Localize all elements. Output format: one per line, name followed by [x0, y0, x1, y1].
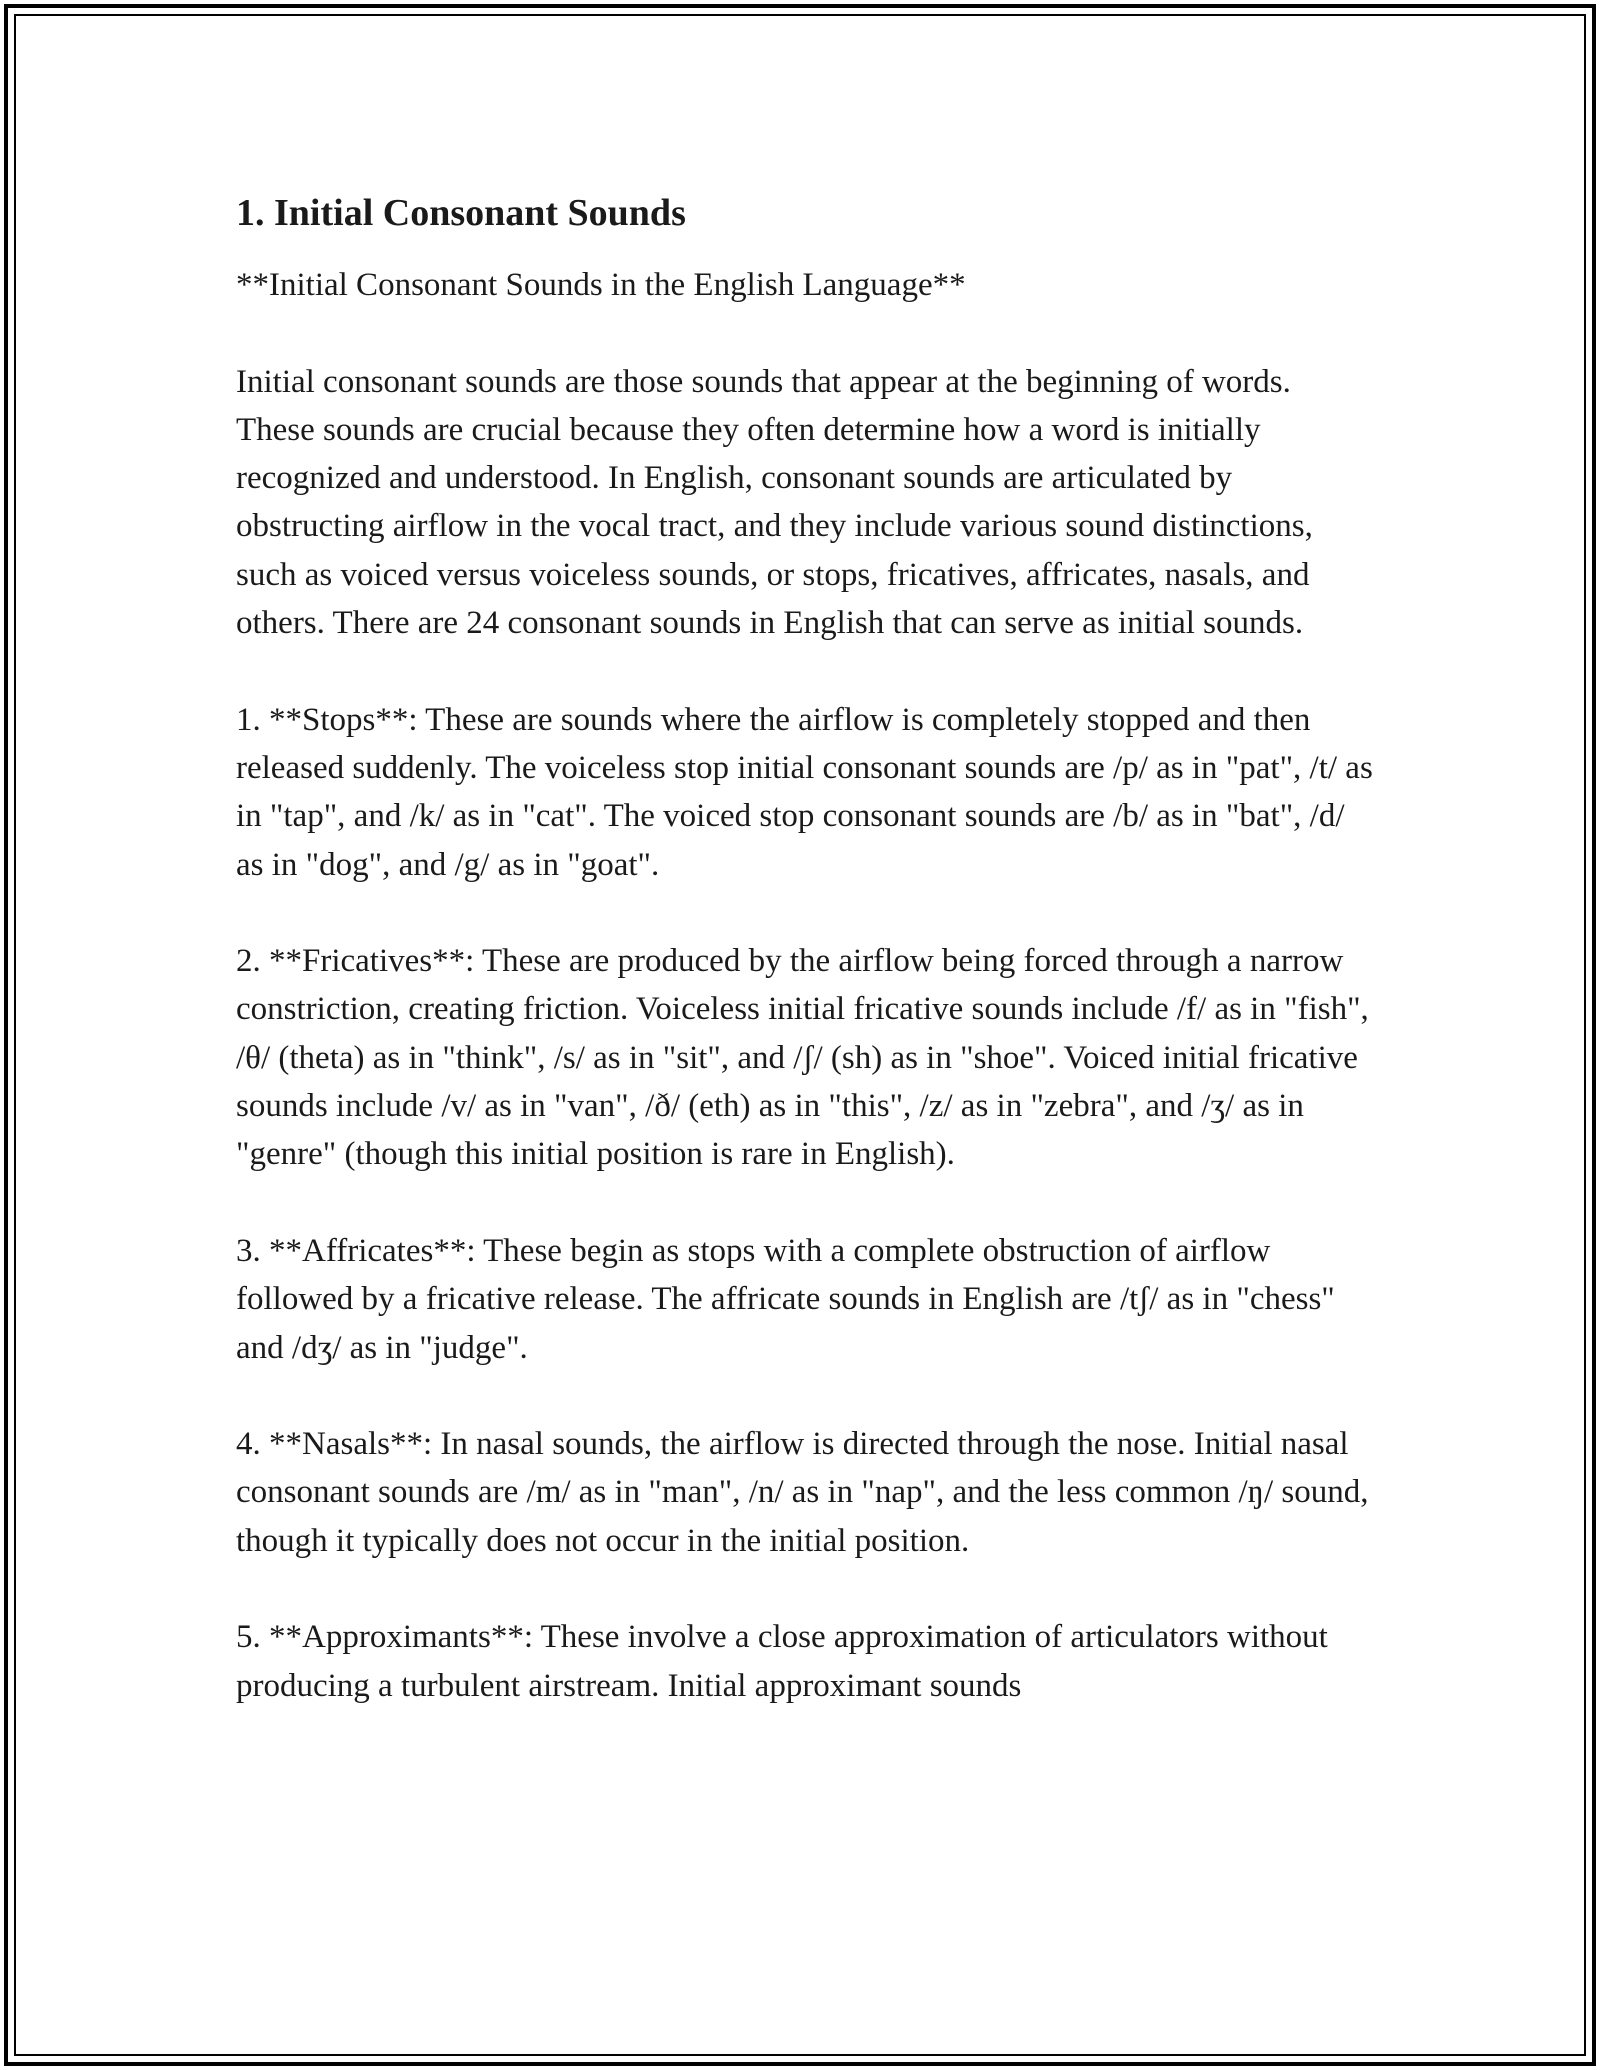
affricates-paragraph: 3. **Affricates**: These begin as stops with a complete obstruction of airflow followed by a fricative release. The affricate sounds in English are /tʃ/ as in "chess" and /dʒ/ as in "judge". — [236, 1232, 1335, 1366]
stops-paragraph: 1. **Stops**: These are sounds where the airflow is completely stopped and then released suddenly. The voiceless stop initial consonant sounds are /p/ as in "pat", /t/ as in "tap", and /k/ as in "cat". The voiced stop consonant sounds are /b/ as in "bat", /d/ as in "dog", and /g/ as in "goat". — [236, 701, 1373, 883]
nasals-paragraph: 4. **Nasals**: In nasal sounds, the airflow is directed through the nose. Initial nasal consonant sounds are /m/ as in "man", /n/ as in "nap", and the less common /ŋ/ sound, though it typically does not occur in the initial position. — [236, 1426, 1369, 1559]
document-body — [236, 185, 1376, 1758]
subtitle-paragraph: **Initial Consonant Sounds in the English Language** — [236, 267, 966, 303]
intro-paragraph: Initial consonant sounds are those sounds that appear at the beginning of words. These sounds are crucial because they often determine how a word is initially recognized and understood. In English, consonant sounds are articulated by obstructing airflow in the vocal tract, and they include various sound distinctions, such as voiced versus voiceless sounds, or stops, fricatives, affricates, nasals, and others. There are 24 consonant sounds in English that can serve as initial sounds. — [236, 363, 1313, 642]
fricatives-paragraph: 2. **Fricatives**: These are produced by the airflow being forced through a narrow constriction, creating friction. Voiceless initial fricative sounds include /f/ as in "fish", /θ/ (theta) as in "think", /s/ as in "sit", and /ʃ/ (sh) as in "shoe". Voiced initial fricative sounds include /v/ as in "van", /ð/ (eth) as in "this", /z/ as in "zebra", and /ʒ/ as in "genre" (though this initial position is rare in English). — [236, 943, 1369, 1173]
section-heading: 1. Initial Consonant Sounds — [236, 192, 686, 234]
approximants-paragraph: 5. **Approximants**: These involve a close approximation of articulators without producing a turbulent airstream. Initial approximant sounds — [236, 1619, 1328, 1704]
